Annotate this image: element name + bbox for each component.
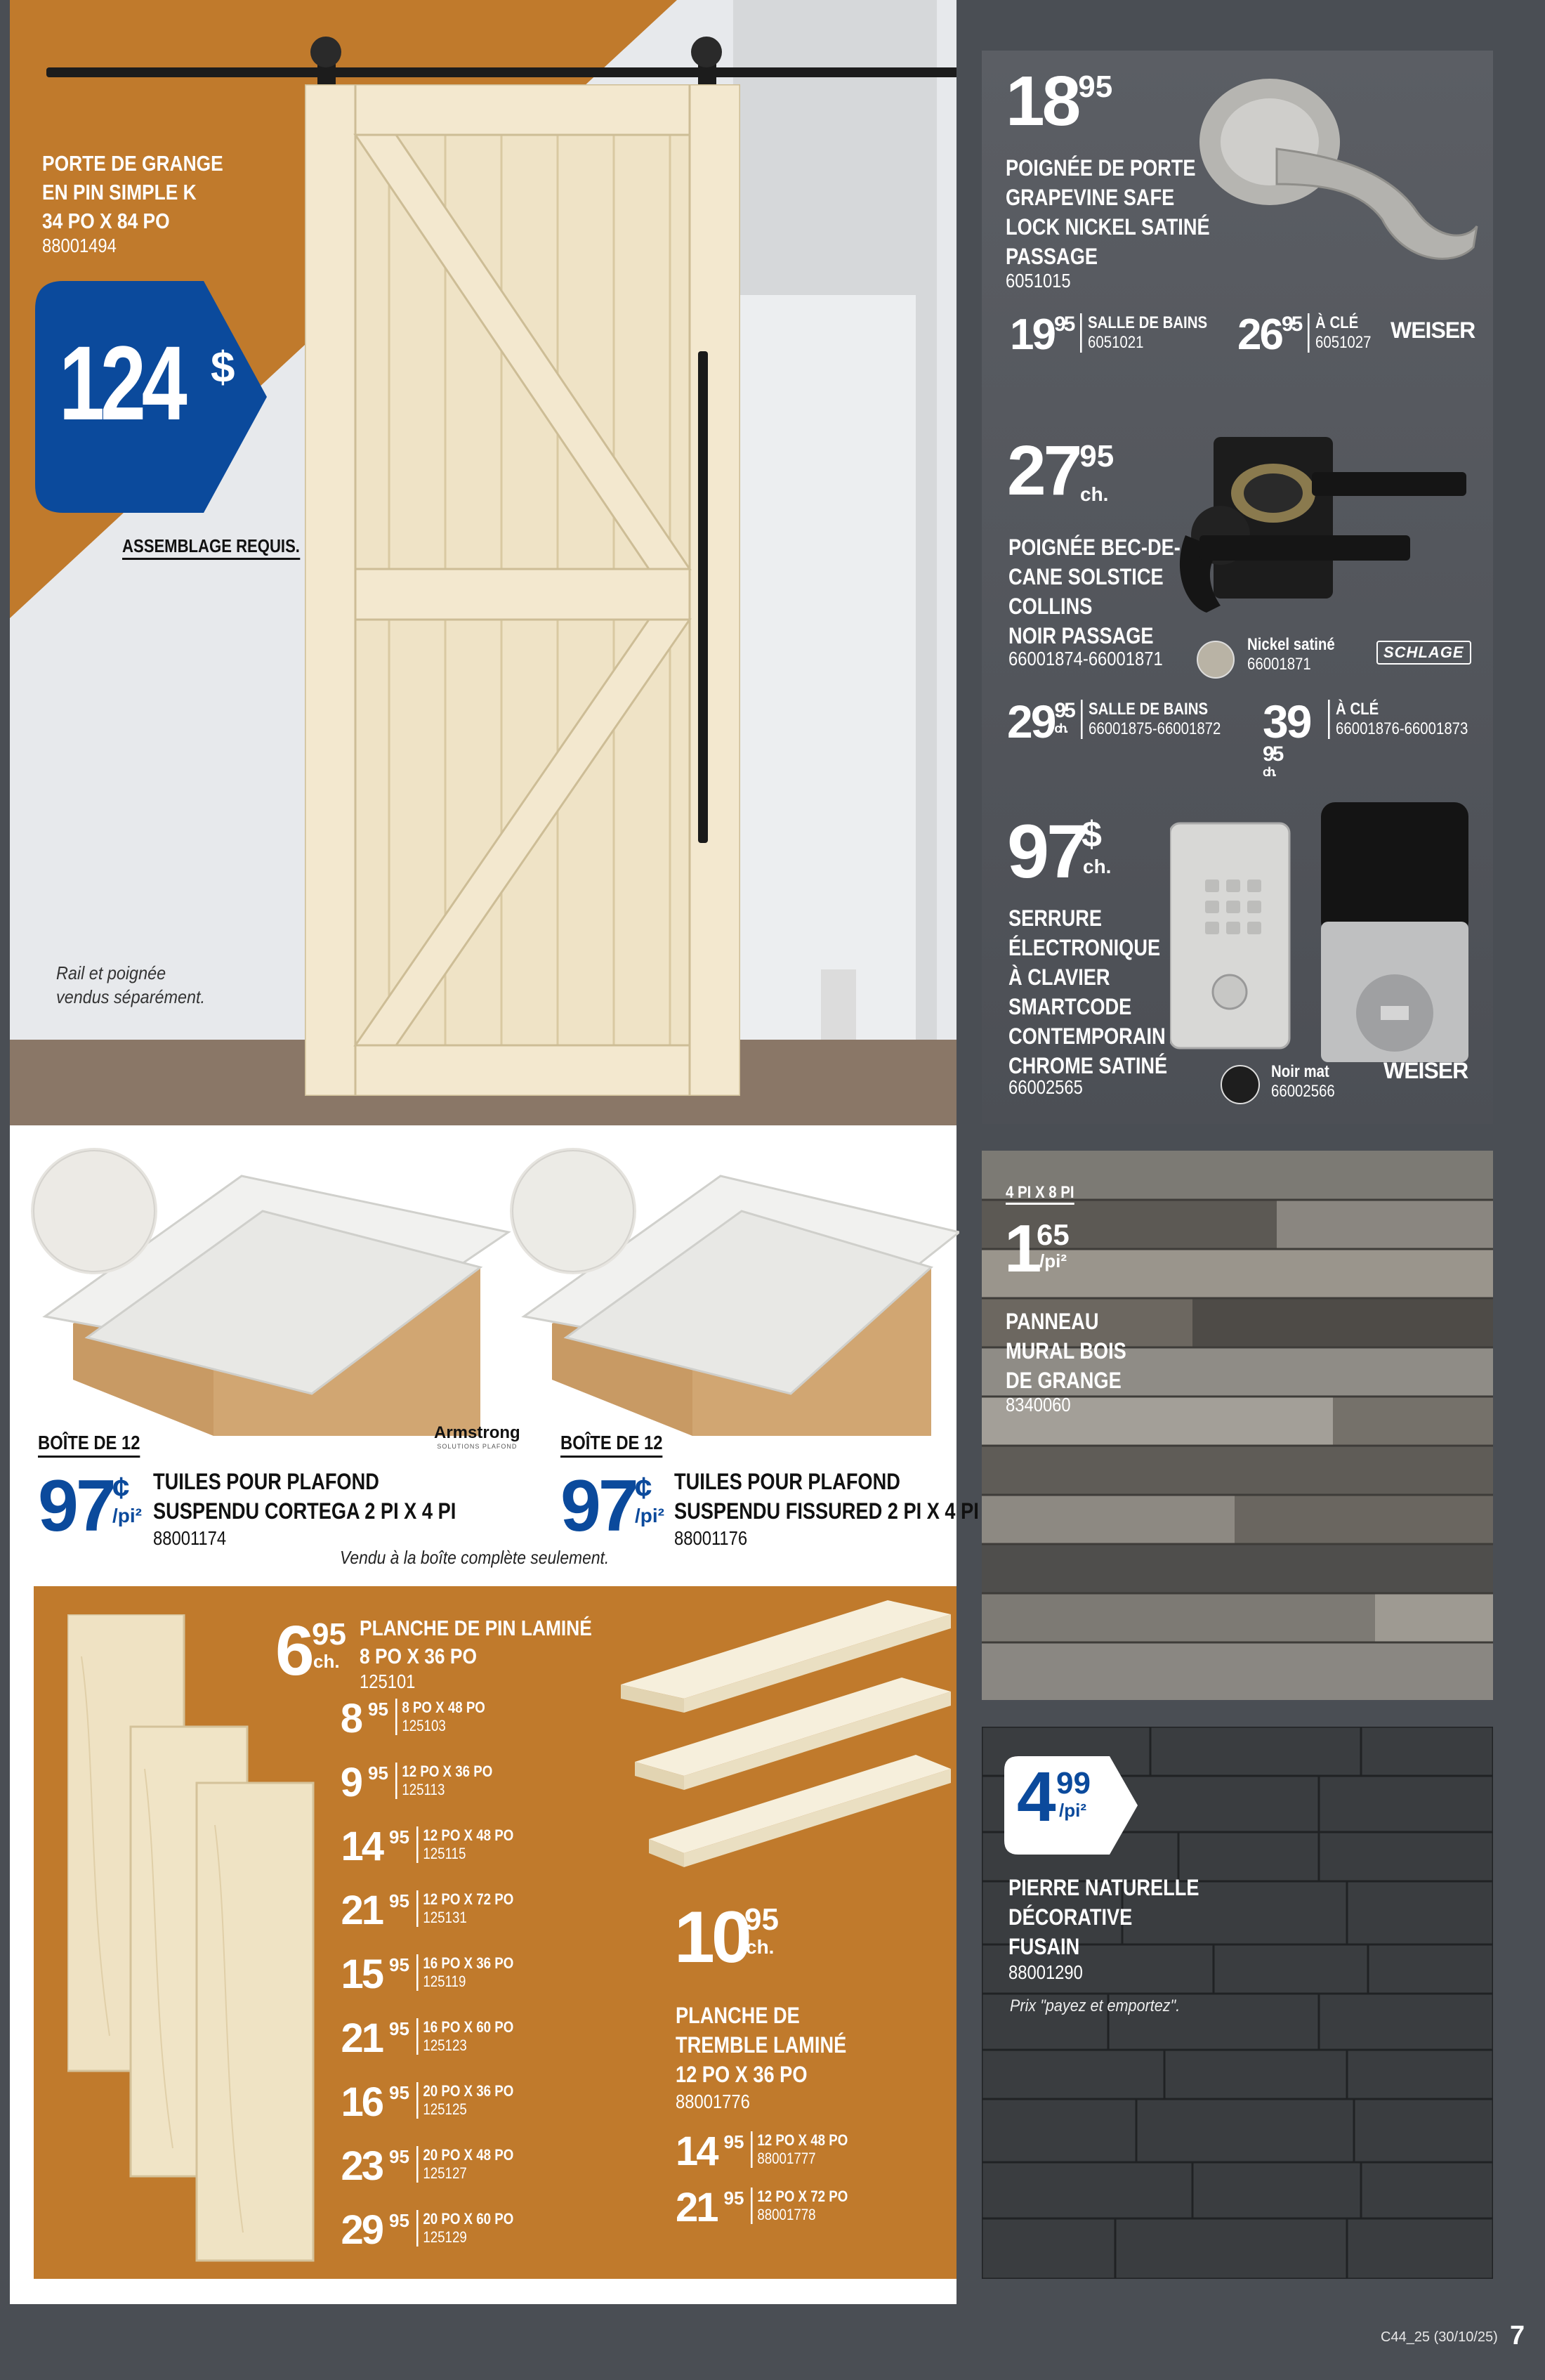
barn-door-currency: $ [211,344,235,392]
aspen-variant-cents: 95 [723,2131,744,2152]
hardware-panel [982,51,1493,1124]
weiser-logo-2: WEISER [1383,1058,1468,1083]
pine-variant-size: 20 PO X 48 PO [423,2146,514,2164]
pine-variant-price: 29 [341,2207,382,2253]
pine-variant-size: 12 PO X 48 PO [423,1826,514,1844]
pine-variant-price: 8 [340,1696,361,1741]
cortega-title: TUILES POUR PLAFOND SUSPENDU CORTEGA 2 PI X 4 PI [153,1469,456,1524]
pine-variant-sku: 125103 [402,1717,446,1734]
pine-unit: ch. [313,1651,340,1672]
pine-variant-row [315,2079,531,2125]
solstice-handle-image [1171,430,1473,620]
pine-variant-size: 16 PO X 60 PO [423,2018,514,2036]
aspen-variant-size: 12 PO X 72 PO [757,2188,848,2205]
rail-wheel-right [691,37,722,67]
footer-code: C44_25 (30/10/25) [1381,2329,1498,2345]
pine-variant-cents: 95 [389,1954,409,1975]
smartcode-price: 97 [1007,809,1086,894]
grapevine-title: POIGNÉE DE PORTE GRAPEVINE SAFE LOCK NICKEL SATINÉ PASSAGE [1006,155,1210,269]
stone-section [982,1727,1493,2279]
assembly-note: ASSEMBLAGE REQUIS. [122,534,300,560]
solstice-title: POIGNÉE BEC-DE- CANE SOLSTICE COLLINS NOIR PASSAGE [1008,535,1181,648]
pine-variant-cents: 95 [389,2018,409,2039]
aspen-unit: ch. [746,1936,775,1958]
solstice-sku: 66001874-66001871 [1008,648,1163,669]
smartcode-lock-image [1170,802,1472,1097]
black-swatch [1221,1065,1260,1104]
page-number: 7 [1510,2321,1525,2350]
cortega-price: 97 [38,1465,114,1547]
solstice-variant-bath: 29 95 ch. SALLE DE BAINS 66001875-66001872 [1007,695,1221,747]
fissured-tiles-image [510,1148,959,1443]
barnwood-sku: 8340060 [1006,1394,1071,1415]
grapevine-price: 1895 [1006,62,1113,140]
smartcode-title: SERRURE ÉLECTRONIQUE À CLAVIER SMARTCODE CONTEMPORAIN CHROME SATINÉ [1008,905,1168,1078]
pine-variant-size: 12 PO X 72 PO [423,1890,514,1908]
pine-variant-row [315,2143,531,2189]
pine-variant-price: 21 [341,1888,382,1933]
cortega-tiles-image [31,1148,515,1443]
ceiling-note: Vendu à la boîte complète seulement. [340,1547,610,1568]
barnwood-unit: /pi² [1039,1250,1067,1271]
nickel-swatch-label: Nickel satiné 66001871 [1247,635,1335,674]
grapevine-sku: 6051015 [1006,270,1071,292]
solstice-price: 2795 [1007,431,1115,510]
pine-variant-cents: 95 [389,2082,409,2103]
fissured-price: 97 [560,1465,636,1547]
schlage-logo: SCHLAGE [1376,641,1471,665]
pine-variant-price: 15 [341,1951,382,1997]
weiser-logo-1: WEISER [1390,318,1475,343]
pine-variant-price: 9 [340,1760,361,1805]
pine-variant-sku: 125115 [423,1845,466,1862]
solstice-unit: ch. [1080,483,1109,505]
pine-variant-sku: 125125 [423,2100,467,2118]
stone-unit: /pi² [1059,1800,1086,1821]
aspen-variant-size: 12 PO X 48 PO [757,2131,848,2149]
pine-variant-size: 16 PO X 36 PO [423,1954,514,1972]
pine-variant-row [315,2015,531,2061]
stone-note: Prix "payez et emportez". [1010,1996,1181,2015]
ceiling-tiles-section [10,1125,979,1583]
pine-variant-sku: 125113 [402,1781,445,1798]
pine-variant-row [315,1890,531,1931]
pine-variant-cents: 95 [368,1763,388,1784]
pine-variant-price: 16 [341,2079,382,2125]
fissured-box-label: BOÎTE DE 12 [560,1430,662,1458]
barnwood-size-label: 4 PI X 8 PI [1006,1183,1074,1205]
pine-variant-row [315,2207,531,2253]
pine-variant-sku: 125131 [423,1909,467,1926]
pine-boards-image [67,1611,334,2268]
nickel-swatch [1197,641,1235,679]
barn-door-section [10,0,956,1125]
barn-door-handle [698,351,708,843]
smartcode-sku: 66002565 [1008,1076,1083,1098]
pine-variant-price: 21 [341,2015,382,2061]
pine-variant-cents: 95 [389,1890,409,1911]
smartcode-currency: $ [1082,814,1102,855]
cortega-currency: ¢ [112,1471,130,1505]
pine-title: PLANCHE DE PIN LAMINÉ 8 PO X 36 PO [360,1616,592,1668]
barnwood-price-cents: 65 [1037,1218,1070,1251]
aspen-title: PLANCHE DE TREMBLE LAMINÉ 12 PO X 36 PO [676,2003,847,2087]
grapevine-variant-key: $26^{95}$ À CLÉ 6051027 [1237,310,1372,359]
aspen-price: 10 [674,1897,749,1978]
solstice-variant-key: 39 95 ch. À CLÉ 66001876-66001873 [1263,695,1468,779]
pine-price-cents: 95 [312,1617,346,1652]
aspen-variant-sku: 88001778 [757,2206,816,2223]
pine-variant-cents: 95 [389,2146,409,2167]
pine-variant-sku: 125127 [423,2164,467,2182]
pine-variant-sku: 125119 [423,1973,466,1990]
aspen-variant-row [676,2131,865,2172]
stone-price-cents: 99 [1056,1766,1091,1800]
aspen-variant-cents: 95 [723,2188,744,2209]
pine-variant-row [315,1826,531,1867]
fissured-unit: /pi² [635,1505,664,1526]
barn-door-sku: 88001494 [42,235,117,256]
black-swatch-label: Noir mat 66002566 [1271,1062,1335,1101]
fissured-title: TUILES POUR PLAFOND SUSPENDU FISSURED 2 PI X 4 PI [674,1469,979,1524]
aspen-price-cents: 95 [744,1902,779,1937]
barn-door-image [305,84,740,1096]
barn-door-rail [46,67,956,77]
pine-price: 6 [275,1611,312,1690]
aspen-variant-sku: 88001777 [757,2150,816,2167]
pine-variant-cents: 95 [389,2210,409,2231]
barnwood-price: 1 [1004,1211,1042,1286]
barnwood-section [982,1151,1493,1700]
barnwood-title: PANNEAU MURAL BOIS DE GRANGE [1006,1309,1126,1393]
stone-title: PIERRE NATURELLE DÉCORATIVE FUSAIN [1008,1875,1199,1959]
pine-variant-size: 20 PO X 60 PO [423,2210,514,2228]
pine-variant-price: 23 [341,2143,382,2189]
aspen-variant-price: 21 [676,2185,717,2230]
boards-orange-panel [34,1586,956,2279]
armstrong-logo: Armstrong SOLUTIONS PLAFOND [434,1423,520,1450]
pine-sku: 125101 [360,1670,416,1692]
pine-variant-size: 12 PO X 36 PO [402,1763,493,1780]
aspen-sku: 88001776 [676,2091,750,2112]
barn-door-title: PORTE DE GRANGE EN PIN SIMPLE K 34 PO X 84 PO [42,151,223,233]
barn-door-price: 124 [59,324,183,442]
pine-variant-sku: 125123 [423,2036,467,2054]
pine-variant-cents: 95 [389,1826,409,1848]
smartcode-unit: ch. [1083,856,1112,877]
stone-price: 4 [1017,1758,1056,1836]
pine-variant-row [315,1696,501,1741]
pine-variant-row [315,1951,531,1997]
aspen-boards-image [621,1600,951,1895]
aspen-variant-price: 14 [676,2129,717,2174]
pine-variant-cents: 95 [368,1699,388,1720]
grapevine-variant-bath: $19^{95}$ SALLE DE BAINS 6051021 [1010,310,1208,359]
cortega-unit: /pi² [112,1505,142,1526]
cortega-box-label: BOÎTE DE 12 [38,1430,140,1458]
fissured-currency: ¢ [635,1471,652,1505]
pine-variant-price: 14 [341,1824,382,1869]
fissured-sku: 88001176 [674,1527,748,1549]
cortega-sku: 88001174 [153,1527,227,1549]
pine-variant-size: 8 PO X 48 PO [402,1699,485,1716]
grapevine-handle-image [1192,65,1480,275]
rail-wheel-left [310,37,341,67]
stone-sku: 88001290 [1008,1961,1083,1983]
pine-variant-size: 20 PO X 36 PO [423,2082,514,2100]
aspen-variant-row [676,2185,865,2230]
pine-variant-sku: 125129 [423,2228,467,2246]
pine-variant-row [315,1760,510,1805]
rail-note: Rail et poignée vendus séparément. [56,962,206,1007]
